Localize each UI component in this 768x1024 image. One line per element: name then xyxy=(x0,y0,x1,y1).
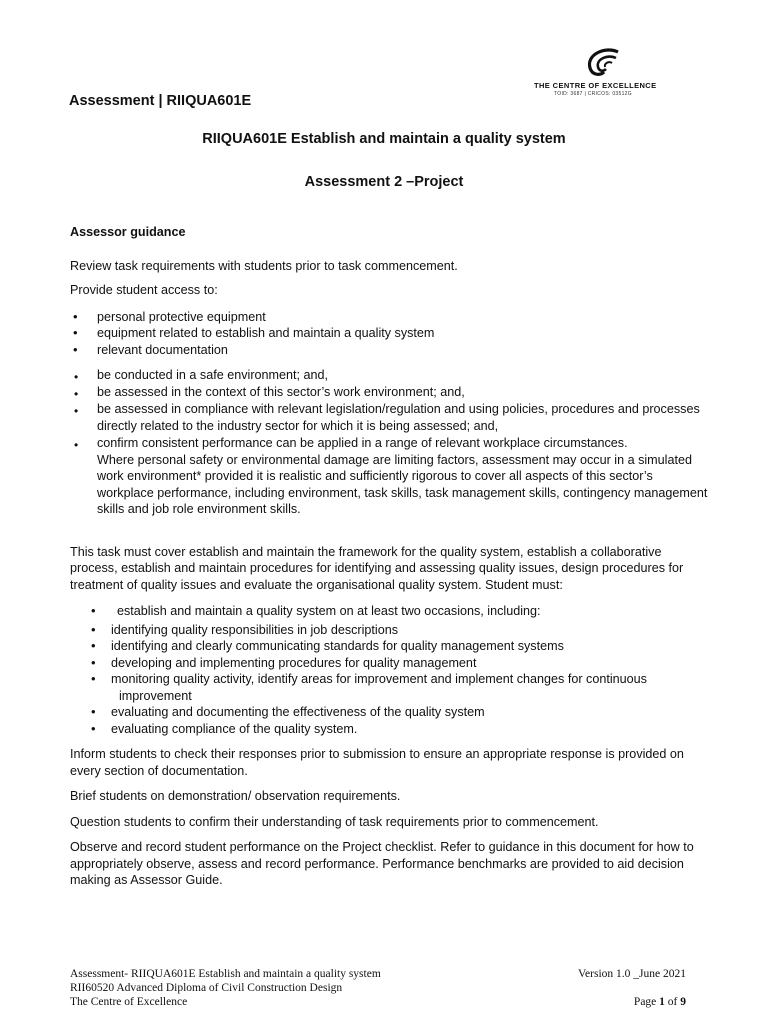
assessment-title: Assessment 2 –Project xyxy=(304,174,464,190)
section-heading: Assessor guidance xyxy=(70,225,186,239)
conditions-note: Where personal safety or environmental damage are limiting factors, assessment may occur in a simulated work environment* provided it is realistic and sufficiently rigorous to cover all aspects of this sector’s workplace performance, including environment, task skills, task management skills, contingency management skills and job role environment skills. xyxy=(97,452,708,516)
page-prefix: Page xyxy=(633,996,660,1008)
list-item: • be assessed in the context of this sector’s work environment; and, xyxy=(70,384,710,401)
paragraph: Provide student access to: xyxy=(70,283,218,297)
list-item: • be conducted in a safe environment; and, xyxy=(70,367,710,384)
footer-course: RII60520 Advanced Diploma of Civil Construction Design xyxy=(70,982,343,994)
page-total: 9 xyxy=(680,996,686,1008)
list-item: • be assessed in compliance with relevant legislation/regulation and using policies, procedures and processes directly related to the industry sector for which it is being assessed; and, xyxy=(70,401,710,434)
list-item: • confirm consistent performance can be applied in a range of relevant workplace circumstances. xyxy=(70,435,710,452)
footer-version: Version 1.0 _June 2021 xyxy=(578,968,686,980)
list-item-continuation: improvement xyxy=(119,688,192,703)
paragraph: Review task requirements with students prior to task commencement. xyxy=(70,258,458,273)
list-item: • equipment related to establish and maintain a quality system xyxy=(70,325,710,342)
logo-sub: TOID: 3687 | CRICOS: 03512G xyxy=(554,91,632,97)
unit-title: RIIQUA601E Establish and maintain a quality system xyxy=(202,131,566,147)
list-item: • establish and maintain a quality system on at least two occasions, including: xyxy=(70,603,710,620)
list-item: • evaluating and documenting the effectiveness of the quality system xyxy=(70,704,710,721)
list-item: • personal protective equipment xyxy=(70,309,710,326)
footer-org: The Centre of Excellence xyxy=(70,996,188,1008)
footer-assessment: Assessment- RIIQUA601E Establish and maintain a quality system xyxy=(70,968,381,980)
paragraph: This task must cover establish and maintain the framework for the quality system, establish a collaborative process, establish and maintain procedures for identifying and assessing quality issues, design procedures for treatment of quality issues and evaluate the organisational quality system. Student must: xyxy=(70,544,684,592)
page-current: 1 xyxy=(659,996,665,1008)
document-body xyxy=(70,224,710,898)
list-item: • evaluating compliance of the quality system. xyxy=(70,721,710,738)
page-footer xyxy=(70,967,686,1009)
header-label: Assessment | RIIQUA601E xyxy=(69,93,252,109)
list-item: • identifying and clearly communicating standards for quality management systems xyxy=(70,638,710,655)
list-item xyxy=(70,671,710,704)
paragraph: Brief students on demonstration/ observation requirements. xyxy=(70,789,401,803)
list-item: • developing and implementing procedures for quality management xyxy=(70,655,710,672)
access-list xyxy=(70,309,710,359)
paragraph: Observe and record student performance on the Project checklist. Refer to guidance in this document for how to appropriately observe, assess and record performance. Performance benchmarks are provided to aid decision making as Assessor Guide. xyxy=(70,840,694,887)
logo-name: THE CENTRE OF EXCELLENCE xyxy=(534,81,657,90)
list-item-text: monitoring quality activity, identify areas for improvement and implement changes for continuous xyxy=(111,672,647,686)
task-list xyxy=(70,603,710,737)
company-logo xyxy=(530,48,670,104)
list-item: • identifying quality responsibilities in job descriptions xyxy=(70,622,710,639)
swirl-logo-icon xyxy=(582,48,622,80)
page-of: of xyxy=(664,996,681,1008)
list-item: • relevant documentation xyxy=(70,342,710,359)
page-number xyxy=(634,995,686,1009)
paragraph: Question students to confirm their understanding of task requirements prior to commencement. xyxy=(70,814,599,829)
conditions-list xyxy=(70,367,710,451)
paragraph: Inform students to check their responses prior to submission to ensure an appropriate response is provided on every section of documentation. xyxy=(70,747,684,778)
